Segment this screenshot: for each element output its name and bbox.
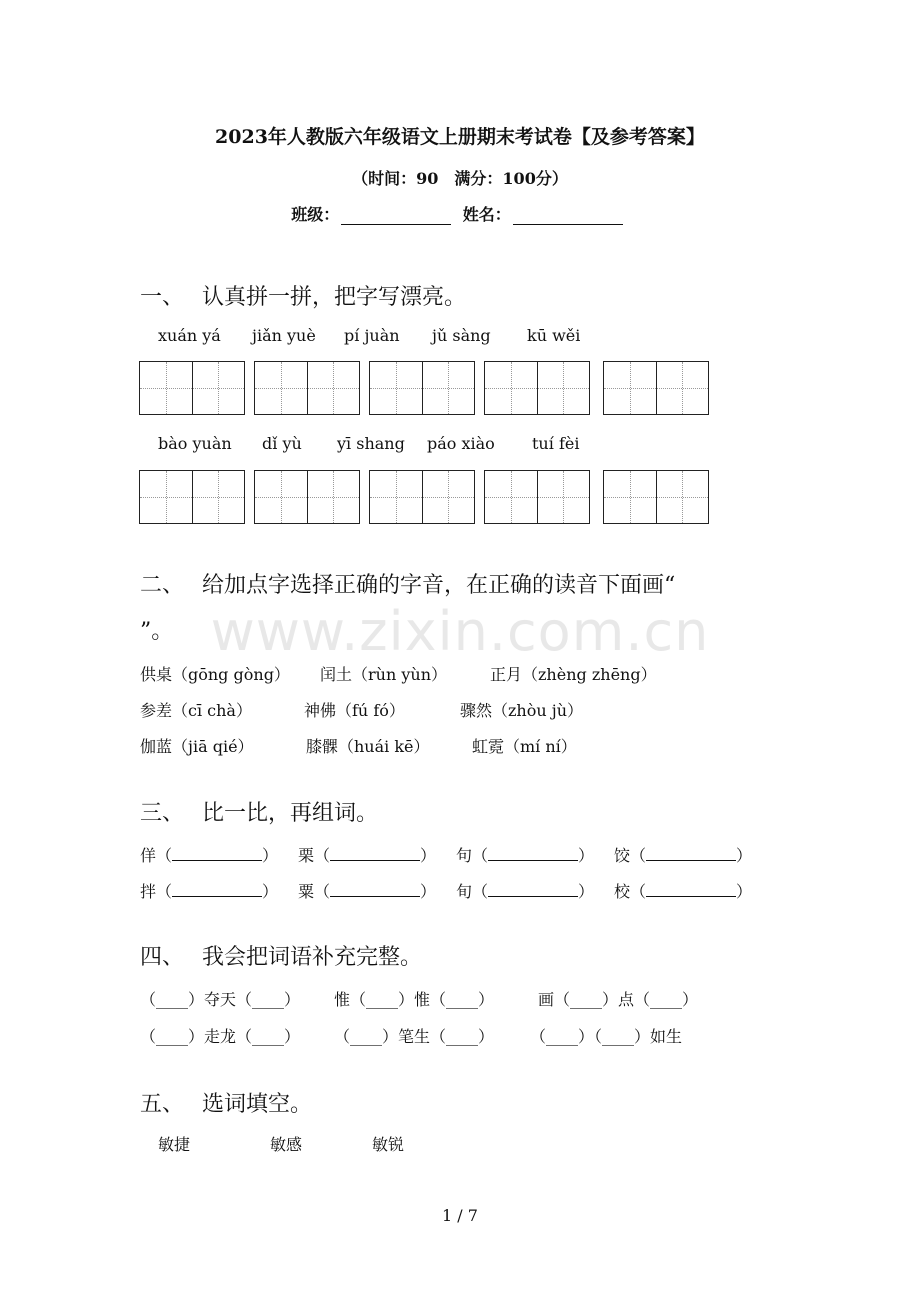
character: 栗 (298, 846, 315, 865)
word-group-item: 句（ ） (456, 846, 595, 865)
watermark: www.zixin.com.cn (210, 600, 710, 663)
pinyin-label: dǐ yù (262, 434, 302, 453)
writing-box[interactable] (254, 361, 360, 415)
pinyin-label: bào yuàn (158, 434, 232, 453)
idiom-fill-item[interactable]: （____）笔生（____） (334, 1027, 495, 1046)
section-3-heading (140, 796, 378, 827)
page-number: 1 / 7 (442, 1206, 478, 1225)
writing-box[interactable] (603, 361, 709, 415)
writing-grid-row-2 (139, 470, 718, 524)
word-group-item: 粟（ ） (298, 882, 437, 901)
idiom-fill-item[interactable]: （____）走龙（____） (140, 1027, 301, 1046)
section-number: 五、 (140, 1092, 185, 1117)
section-number: 三、 (140, 801, 185, 826)
answer-blank[interactable] (330, 846, 420, 861)
section-number: 四、 (140, 945, 185, 970)
pronunciation-item[interactable]: 虹霓（mí ní） (472, 737, 577, 756)
idiom-fill-item[interactable]: 画（____）点（____） (538, 990, 699, 1009)
section-number: 一、 (140, 285, 185, 310)
idiom-fill-item[interactable]: （____）（____）如生 (530, 1027, 683, 1046)
exam-subtitle: （时间：90 满分：100分） (352, 169, 568, 188)
pinyin-label: páo xiào (427, 434, 495, 453)
writing-box[interactable] (139, 361, 245, 415)
section-number: 二、 (140, 573, 185, 598)
pronunciation-item[interactable]: 闰土（rùn yùn） (320, 665, 447, 684)
pinyin-label: tuí fèi (532, 434, 580, 453)
character: 旬 (456, 882, 473, 901)
character: 句 (456, 846, 473, 865)
writing-box[interactable] (254, 470, 360, 524)
exam-title: 2023年人教版六年级语文上册期末考试卷【及参考答案】 (215, 126, 705, 148)
character: 粟 (298, 882, 315, 901)
writing-box[interactable] (484, 470, 590, 524)
word-group-item: 拌（ ） (140, 882, 279, 901)
answer-blank[interactable] (172, 882, 262, 897)
section-title: 选词填空。 (202, 1092, 313, 1117)
section-2-heading (140, 568, 675, 599)
writing-grid-row-1 (139, 361, 718, 415)
writing-box[interactable] (484, 361, 590, 415)
idiom-fill-item[interactable]: （____）夺天（____） (140, 990, 301, 1009)
class-blank[interactable] (341, 209, 451, 225)
writing-box[interactable] (139, 470, 245, 524)
answer-blank[interactable] (172, 846, 262, 861)
section-4-heading (140, 940, 422, 971)
answer-blank[interactable] (488, 846, 578, 861)
pronunciation-item[interactable]: 参差（cī chà） (140, 701, 252, 720)
character: 拌 (140, 882, 157, 901)
character: 佯 (140, 846, 157, 865)
pinyin-label: yī shang (337, 434, 405, 453)
word-group-item: 校（ ） (614, 882, 753, 901)
name-label: 姓名： (462, 205, 511, 224)
section-title: 我会把词语补充完整。 (202, 945, 423, 970)
class-label: 班级： (291, 205, 340, 224)
section-title: 比一比，再组词。 (202, 801, 379, 826)
character: 校 (614, 882, 631, 901)
word-group-item: 栗（ ） (298, 846, 437, 865)
name-blank[interactable] (513, 209, 623, 225)
word-group-item: 饺（ ） (614, 846, 753, 865)
pinyin-label: jiǎn yuè (252, 326, 316, 345)
section-title: 认真拼一拼，把字写漂亮。 (202, 285, 467, 310)
pinyin-label: jǔ sàng (432, 326, 491, 345)
pronunciation-item[interactable]: 神佛（fú fó） (304, 701, 405, 720)
word-group-item: 佯（ ） (140, 846, 279, 865)
section-2-heading-cont: ”。 (140, 619, 174, 644)
pronunciation-item[interactable]: 骤然（zhòu jù） (460, 701, 584, 720)
pinyin-label: pí juàn (344, 326, 400, 345)
section-title: 给加点字选择正确的字音，在正确的读音下面画“ (202, 573, 676, 598)
pronunciation-item[interactable]: 供桌（gōng gòng） (140, 665, 290, 684)
word-option: 敏感 (270, 1135, 303, 1154)
pinyin-label: kū wěi (527, 326, 581, 345)
writing-box[interactable] (369, 470, 475, 524)
answer-blank[interactable] (646, 846, 736, 861)
writing-box[interactable] (603, 470, 709, 524)
word-option: 敏捷 (158, 1135, 191, 1154)
section-5-heading (140, 1087, 312, 1118)
character: 饺 (614, 846, 631, 865)
pinyin-label: xuán yá (158, 326, 221, 345)
section-1-heading (140, 280, 466, 311)
pronunciation-item[interactable]: 正月（zhèng zhēng） (490, 665, 657, 684)
pronunciation-item[interactable]: 伽蓝（jiā qié） (140, 737, 254, 756)
answer-blank[interactable] (330, 882, 420, 897)
answer-blank[interactable] (646, 882, 736, 897)
pronunciation-item[interactable]: 膝髁（huái kē） (306, 737, 430, 756)
student-info (0, 202, 920, 225)
writing-box[interactable] (369, 361, 475, 415)
word-group-item: 旬（ ） (456, 882, 595, 901)
word-option: 敏锐 (372, 1135, 405, 1154)
idiom-fill-item[interactable]: 惟（____）惟（____） (334, 990, 495, 1009)
answer-blank[interactable] (488, 882, 578, 897)
